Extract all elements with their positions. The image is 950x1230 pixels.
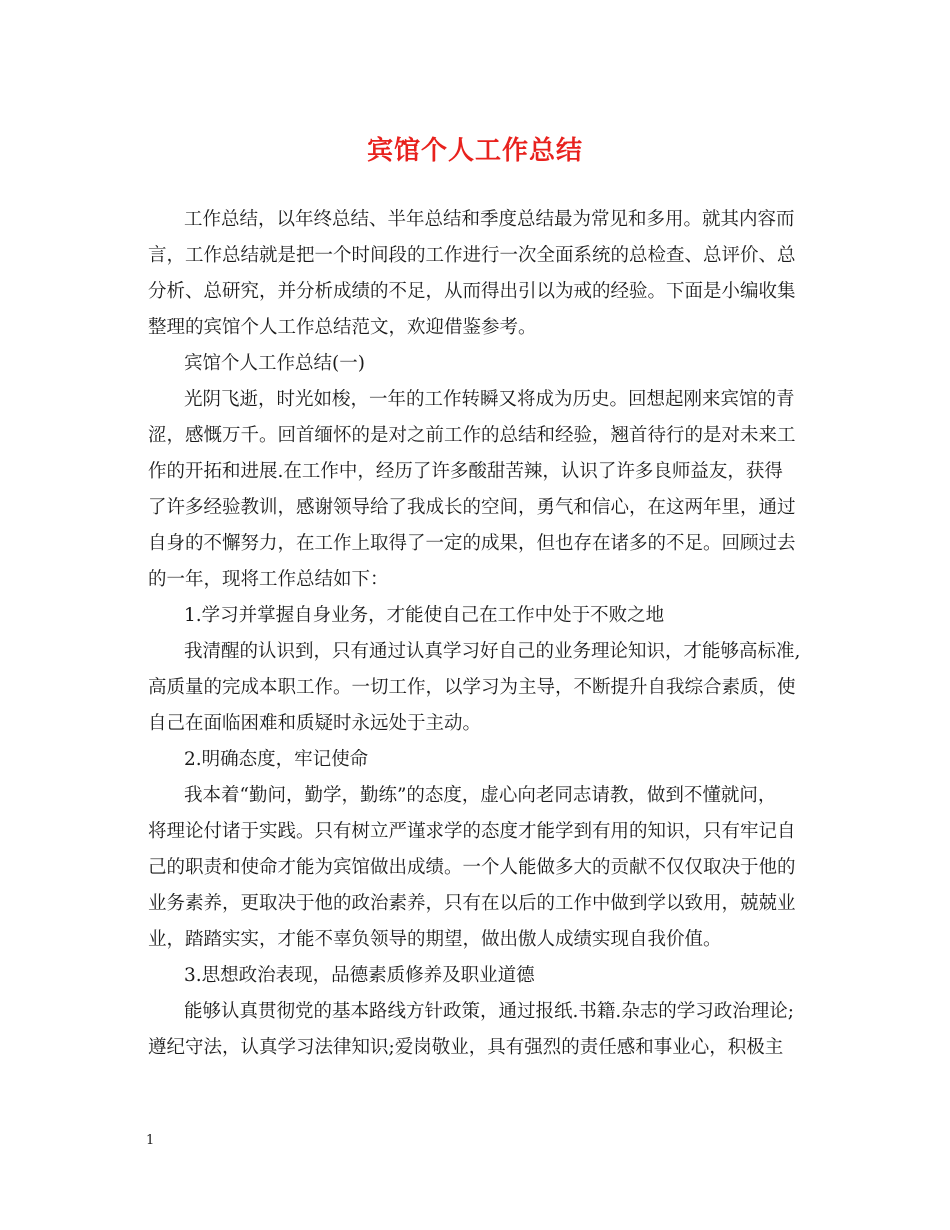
paragraph-line: 自身的不懈努力，在工作上取得了一定的成果，但也存在诸多的不足。回顾过去 [148,533,796,554]
paragraph-line: 能够认真贯彻党的基本路线方针政策，通过报纸.书籍.杂志的学习政治理论; [184,1001,794,1022]
section-heading: 宾馆个人工作总结(一) [184,353,365,374]
document-title: 宾馆个人工作总结 [366,136,583,166]
paragraph-line: 整理的宾馆个人工作总结范文，欢迎借鉴参考。 [148,317,537,338]
paragraph-line: 我清醒的认识到，只有通过认真学习好自己的业务理论知识，才能够高标准, [184,641,801,662]
paragraph-line: 作的开拓和进展.在工作中，经历了许多酸甜苦辣，认识了许多良师益友，获得 [148,461,783,482]
paragraph-line: 言，工作总结就是把一个时间段的工作进行一次全面系统的总检查、总评价、总 [148,245,796,266]
paragraph-line: 自己在面临困难和质疑时永远处于主动。 [148,713,482,734]
subheading: 3.思想政治表现，品德素质修养及职业道德 [184,965,535,986]
paragraph-line: 涩，感慨万千。回首缅怀的是对之前工作的总结和经验，翘首待行的是对未来工 [148,425,796,446]
paragraph-line: 业务素养，更取决于他的政治素养，只有在以后的工作中做到学以致用，兢兢业 [148,893,796,914]
paragraph-line: 了许多经验教训，感谢领导给了我成长的空间，勇气和信心，在这两年里，通过 [148,497,796,518]
paragraph-line: 高质量的完成本职工作。一切工作，以学习为主导，不断提升自我综合素质，使 [148,677,796,698]
subheading: 1.学习并掌握自身业务，才能使自己在工作中处于不败之地 [184,605,665,626]
paragraph-line: 分析、总研究，并分析成绩的不足，从而得出引以为戒的经验。下面是小编收集 [148,281,796,302]
page-number: 1 [146,1133,155,1148]
paragraph-line: 将理论付诸于实践。只有树立严谨求学的态度才能学到有用的知识，只有牢记自 [148,821,796,842]
subheading: 2.明确态度，牢记使命 [184,749,369,770]
paragraph-line: 的一年，现将工作总结如下： [148,569,389,590]
paragraph-line: 业，踏踏实实，才能不辜负领导的期望，做出傲人成绩实现自我价值。 [148,929,722,950]
paragraph-line: 己的职责和使命才能为宾馆做出成绩。一个人能做多大的贡献不仅仅取决于他的 [148,857,796,878]
paragraph-line: 光阴飞逝，时光如梭，一年的工作转瞬又将成为历史。回想起刚来宾馆的青 [184,389,795,410]
paragraph-line: 遵纪守法，认真学习法律知识;爱岗敬业，具有强烈的责任感和事业心，积极主 [148,1037,784,1058]
paragraph-line: 工作总结，以年终总结、半年总结和季度总结最为常见和多用。就其内容而 [184,209,795,230]
paragraph-line: 我本着“勤问，勤学，勤练”的态度，虚心向老同志请教，做到不懂就问， [184,785,777,806]
